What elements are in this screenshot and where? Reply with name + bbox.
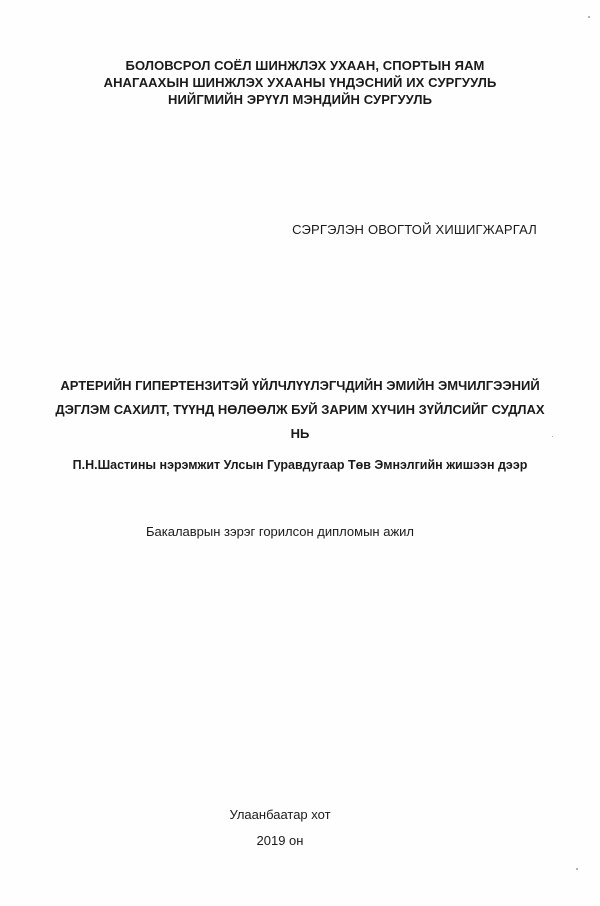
place-and-date: [0, 802, 560, 854]
thesis-subtitle: П.Н.Шастины нэрэмжит Улсын Гуравдугаар Төв Эмнэлгийн жишээн дээр: [72, 458, 528, 472]
thesis-title-line-3: НЬ: [290, 426, 310, 441]
ministry-name: БОЛОВСРОЛ СОЁЛ ШИНЖЛЭХ УХААН, СПОРТЫН ЯАМ: [125, 58, 485, 73]
thesis-title: [40, 374, 560, 446]
degree-statement: Бакалаврын зэрэг горилсон дипломын ажил: [146, 524, 414, 539]
city-label: Улаанбаатар хот: [229, 807, 331, 822]
thesis-title-line-1: АРТЕРИЙН ГИПЕРТЕНЗИТЭЙ ҮЙЛЧЛҮҮЛЭГЧДИЙН ЭМИЙН ЭМЧИЛГЭЭНИЙ: [60, 378, 540, 393]
author-name: СЭРГЭЛЭН ОВОГТОЙ ХИШИГЖАРГАЛ: [292, 222, 537, 237]
university-name: АНАГААХЫН ШИНЖЛЭХ УХААНЫ ҮНДЭСНИЙ ИХ СУРГУУЛЬ: [103, 75, 497, 90]
year-label: 2019 он: [256, 833, 304, 848]
scan-speck: [552, 436, 553, 437]
school-name: НИЙГМИЙН ЭРҮҮЛ МЭНДИЙН СУРГУУЛЬ: [167, 92, 433, 107]
scan-speck: [588, 16, 590, 18]
institution-header: [0, 57, 600, 108]
scan-speck: [576, 868, 578, 870]
thesis-title-line-2: ДЭГЛЭМ САХИЛТ, ТҮҮНД НӨЛӨӨЛЖ БУЙ ЗАРИМ ХҮЧИН ЗҮЙЛСИЙГ СУДЛАХ: [55, 402, 545, 417]
